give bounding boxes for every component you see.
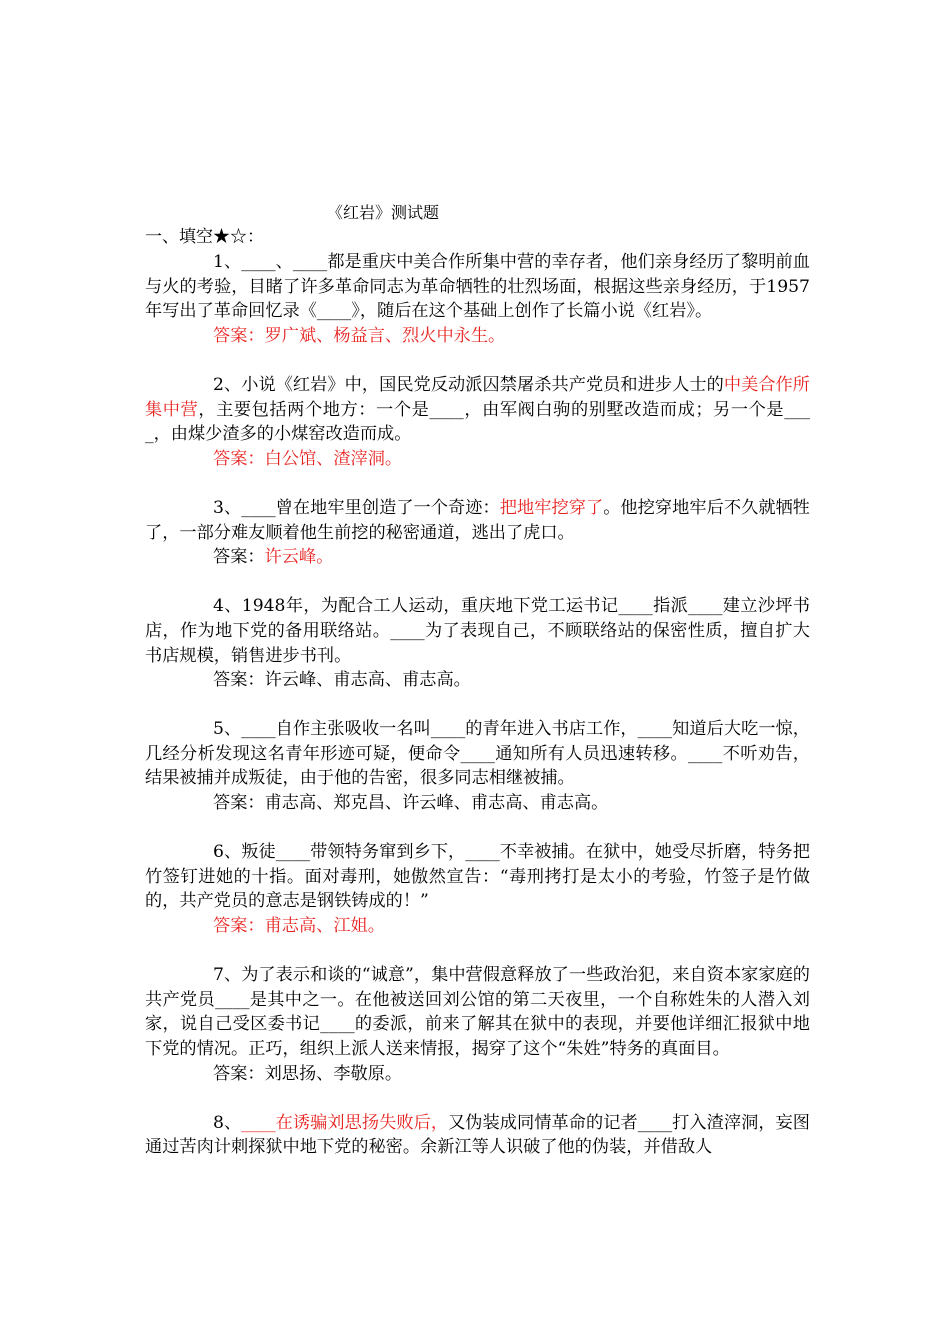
answer-4: 答案：许云峰、甫志高、甫志高。 — [213, 670, 471, 691]
question-5: 5、____自作主张吸收一名叫____的青年进入书店工作，____知道后大吃一惊，几经分析发现这名青年形迹可疑，便命令____通知所有人员迅速转移。____不听劝告，结果被捕并成叛徒，由于他的告密，很多同志相继被捕。 — [145, 719, 810, 789]
question-3-highlight: 把地牢挖穿了 — [499, 497, 604, 518]
question-8 — [145, 1111, 810, 1160]
answer-1: 答案：罗广斌、杨益言、烈火中永生。 — [213, 325, 506, 346]
question-2-part-a: 2、小说《红岩》中，国民党反动派囚禁屠杀共产党员和进步人士的 — [213, 374, 724, 395]
question-3 — [145, 496, 810, 545]
spacer — [145, 693, 810, 718]
answer-3 — [145, 545, 810, 570]
answer-7: 答案：刘思扬、李敬原。 — [213, 1063, 403, 1084]
answer-6: 答案：甫志高、江姐。 — [213, 916, 385, 937]
question-3-part-b: 。他挖穿地牢后不久就牺牲了，一部分难友顺着他生前挖的秘密通道，逃出了虎口。 — [145, 497, 810, 543]
question-2-part-b: ，主要包括两个地方：一个是____，由军阀白驹的别墅改造而成；另一个是____，由煤少渣多的小煤窑改造而成。 — [145, 399, 810, 445]
question-2-highlight: 中美合作所集中营 — [145, 374, 810, 420]
question-8-number: 8、 — [213, 1112, 242, 1133]
spacer — [145, 1086, 810, 1111]
spacer — [145, 570, 810, 595]
answer-3-label: 答案： — [213, 547, 265, 568]
question-6: 6、叛徒____带领特务窜到乡下，____不幸被捕。在狱中，她受尽折磨，特务把竹签钉进她的十指。面对毒刑，她傲然宣告：“毒刑拷打是太小的考验，竹签子是竹做的，共产党员的意志是钢铁铸成的！” — [145, 842, 810, 912]
answer-2: 答案：白公馆、渣滓洞。 — [213, 448, 403, 469]
question-8-part-b: 又伪装成同情革命的记者____打入渣滓洞，妄图通过苦肉计刺探狱中地下党的秘密。余新江等人识破了他的伪装，并借敌人 — [145, 1112, 810, 1158]
question-2 — [145, 373, 810, 447]
spacer — [145, 939, 810, 964]
question-1: 1、____、____都是重庆中美合作所集中营的幸存者，他们亲身经历了黎明前血与火的考验，目睹了许多革命同志为革命牺牲的壮烈场面，根据这些亲身经历，于1957年写出了革命回忆录《____》，随后在这个基础上创作了长篇小说《红岩》。 — [145, 252, 810, 322]
document-title: 《红岩》测试题 — [327, 203, 440, 222]
question-7: 7、为了表示和谈的“诚意”，集中营假意释放了一些政治犯，来自资本家家庭的共产党员____是其中之一。在他被送回刘公馆的第二天夜里，一个自称姓朱的人潜入刘家，说自己受区委书记____的委派，前来了解其在狱中的表现，并要他详细汇报狱中地下党的情况。正巧，组织上派人送来情报，揭穿了这个“朱姓”特务的真面目。 — [145, 965, 810, 1059]
answer-3-value: 许云峰。 — [264, 547, 334, 568]
spacer — [145, 816, 810, 841]
answer-5: 答案：甫志高、郑克昌、许云峰、甫志高、甫志高。 — [213, 793, 609, 814]
question-4: 4、1948年，为配合工人运动，重庆地下党工运书记____指派____建立沙坪书店，作为地下党的备用联络站。____为了表现自己，不顾联络站的保密性质，擅自扩大书店规模，销售进步书刊。 — [145, 596, 810, 666]
section-heading: 一、填空★☆： — [145, 227, 264, 247]
question-3-part-a: 3、____曾在地牢里创造了一个奇迹： — [213, 497, 500, 518]
spacer — [145, 348, 810, 373]
spacer — [145, 471, 810, 496]
question-8-highlight: ____在诱骗刘思扬失败后， — [241, 1112, 449, 1133]
question-list — [145, 250, 810, 1160]
